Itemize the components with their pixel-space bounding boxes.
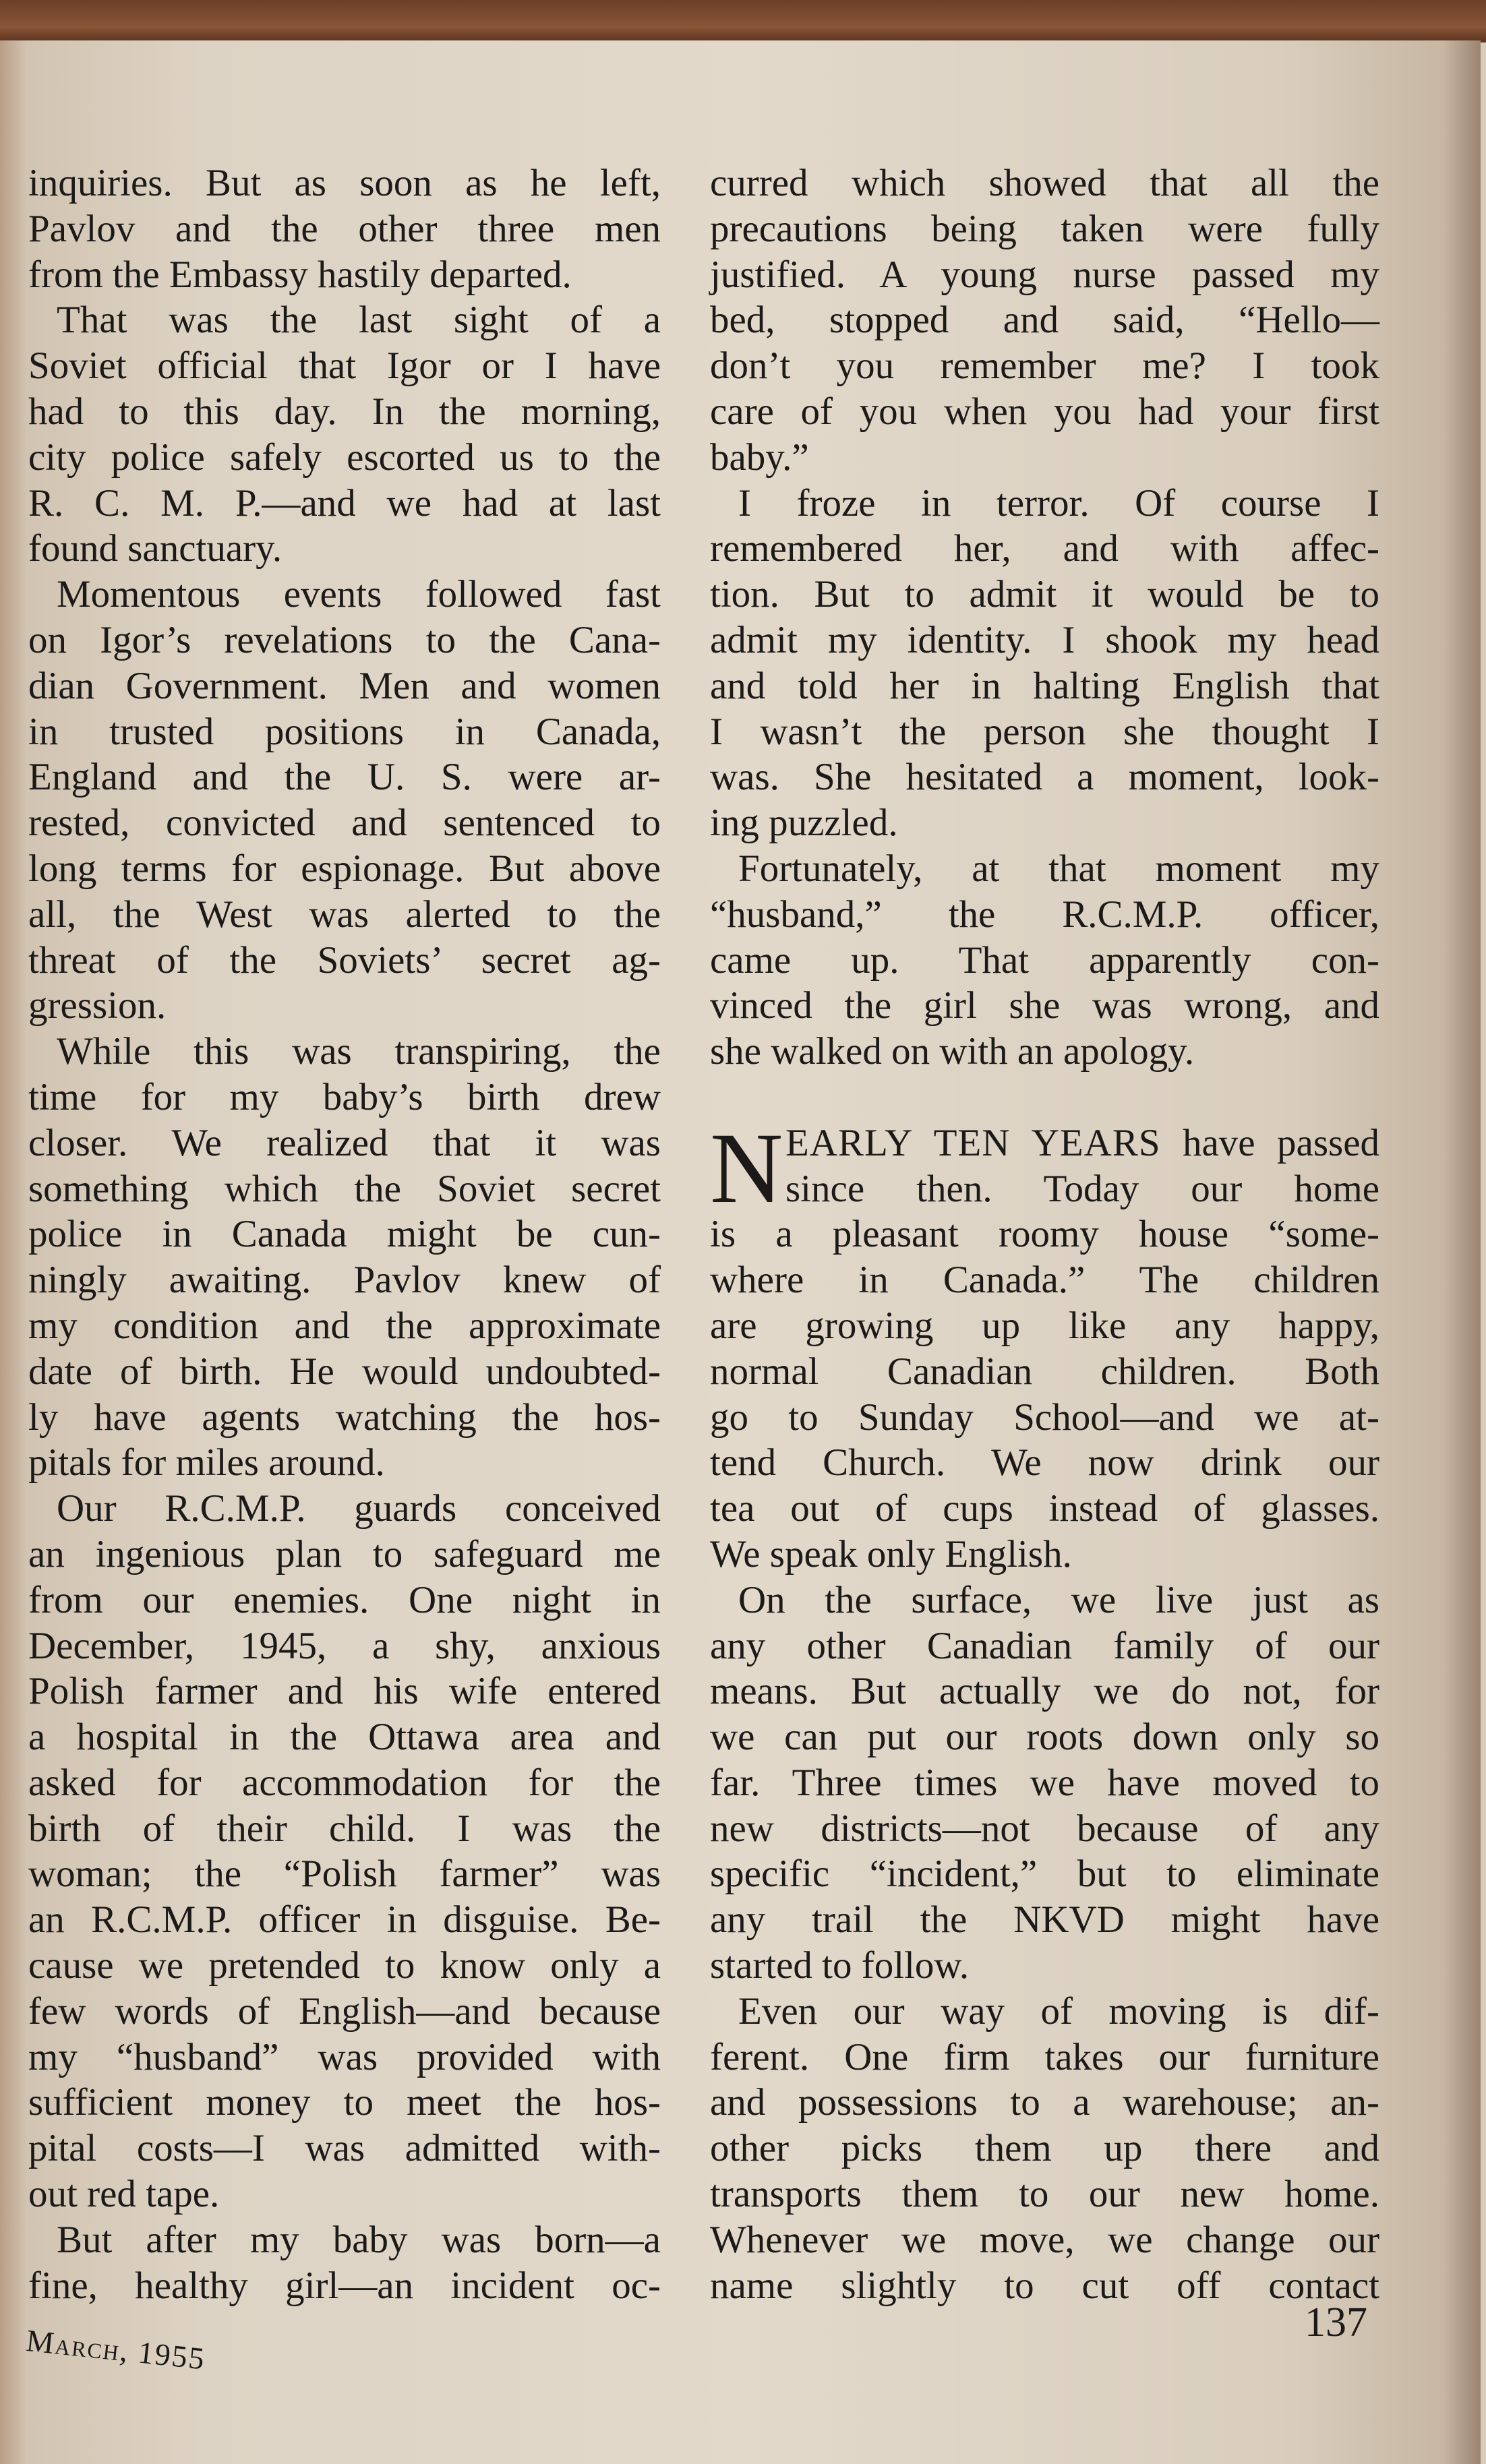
text-line: closer. We realized that it was	[28, 1121, 661, 1164]
text-line: dian Government. Men and women	[28, 664, 661, 707]
right-column	[710, 160, 1379, 2308]
text-line: pitals for miles around.	[28, 1441, 385, 1484]
text-line: long terms for espionage. But above	[28, 847, 661, 890]
text-line: tion. But to admit it would be to	[710, 573, 1379, 616]
small-caps-lead: EARLY TEN YEARS	[785, 1121, 1161, 1164]
footer-date: March, 1955	[24, 2322, 208, 2376]
text-line: any other Canadian family of our	[710, 1624, 1379, 1667]
text-line: cause we pretended to know only a	[28, 1944, 661, 1987]
text-line: admit my identity. I shook my head	[710, 618, 1379, 661]
text-line: pital costs—I was admitted with-	[28, 2127, 661, 2170]
text-line: I froze in terror. Of course I	[738, 481, 1379, 524]
text-line: is a pleasant roomy house “some-	[710, 1213, 1379, 1256]
text-line: was. She hesitated a moment, look-	[710, 756, 1379, 799]
text-line: all, the West was alerted to the	[28, 893, 661, 936]
text-line: Soviet official that Igor or I have	[28, 344, 661, 388]
magazine-page	[0, 40, 1481, 2464]
text-line: transports them to our new home.	[710, 2173, 1379, 2216]
text-line: on Igor’s revelations to the Cana-	[28, 618, 661, 661]
text-line: in trusted positions in Canada,	[28, 710, 661, 753]
text-line: On the surface, we live just as	[738, 1578, 1379, 1621]
text-line: and possessions to a warehouse; an-	[710, 2081, 1379, 2124]
text-line: far. Three times we have moved to	[710, 1761, 1379, 1804]
text-line: any trail the NKVD might have	[710, 1898, 1379, 1942]
text-line: started to follow.	[710, 1944, 970, 1987]
paragraph	[28, 2217, 661, 2309]
text-line	[710, 1120, 1379, 1166]
text-line: While this was transpiring, the	[57, 1030, 661, 1073]
text-line: remembered her, and with affec-	[710, 527, 1379, 570]
text-line: sufficient money to meet the hos-	[28, 2081, 661, 2124]
text-line: justified. A young nurse passed my	[710, 253, 1379, 296]
text-line: city police safely escorted us to the	[28, 435, 661, 479]
text-line: since then. Today our home	[785, 1167, 1379, 1210]
paragraph	[28, 1029, 661, 1486]
text-line: found sanctuary.	[28, 527, 283, 570]
text-line: she walked on with an apology.	[710, 1030, 1195, 1073]
text-line: Pavlov and the other three men	[28, 207, 661, 250]
text-line: came up. That apparently con-	[710, 938, 1379, 982]
text-line: ing puzzled.	[710, 802, 898, 845]
text-line: my “husband” was provided with	[28, 2035, 661, 2078]
paragraph	[710, 481, 1379, 846]
text-line: specific “incident,” but to eliminate	[710, 1853, 1379, 1896]
text-line: We speak only English.	[710, 1532, 1072, 1575]
text-line: Polish farmer and his wife entered	[28, 1670, 661, 1713]
text-line: fine, healthy girl—an incident oc-	[28, 2264, 661, 2307]
paragraph	[710, 846, 1379, 1075]
text-line: ly have agents watching the hos-	[28, 1395, 661, 1439]
text-line: ningly awaiting. Pavlov knew of	[28, 1259, 661, 1302]
text-line: from our enemies. One night in	[28, 1578, 661, 1621]
text-line: England and the U. S. were ar-	[28, 756, 661, 799]
text-line: bed, stopped and said, “Hello—	[710, 299, 1379, 342]
text-line: December, 1945, a shy, anxious	[28, 1624, 661, 1667]
text-line: are growing up like any happy,	[710, 1304, 1379, 1347]
text-line: other picks them up there and	[710, 2127, 1379, 2170]
text-line: woman; the “Polish farmer” was	[28, 1853, 661, 1896]
text-line: go to Sunday School—and we at-	[710, 1395, 1379, 1439]
text-line: date of birth. He would undoubted-	[28, 1350, 661, 1393]
text-line: out red tape.	[28, 2173, 220, 2216]
paragraph	[28, 160, 661, 297]
text-line: time for my baby’s birth drew	[28, 1075, 661, 1118]
text-line: an R.C.M.P. officer in disguise. Be-	[28, 1898, 661, 1942]
text-line: something which the Soviet secret	[28, 1167, 661, 1210]
text-line: Fortunately, at that moment my	[738, 847, 1379, 890]
text-line: name slightly to cut off contact	[710, 2264, 1379, 2307]
text-line: gression.	[28, 984, 167, 1027]
line-text: have passed	[1183, 1121, 1379, 1164]
text-line: we can put our roots down only so	[710, 1716, 1379, 1759]
text-line: from the Embassy hastily departed.	[28, 253, 572, 296]
text-line: baby.”	[710, 435, 809, 479]
text-line: That was the last sight of a	[57, 299, 661, 342]
text-line: Even our way of moving is dif-	[738, 1989, 1379, 2033]
paragraph	[710, 1112, 1379, 1577]
text-line: inquiries. But as soon as he left,	[28, 162, 661, 204]
text-line: Whenever we move, we change our	[710, 2218, 1379, 2261]
paragraph	[710, 1989, 1379, 2309]
text-line: threat of the Soviets’ secret ag-	[28, 938, 661, 982]
text-line: I wasn’t the person she thought I	[710, 710, 1379, 753]
text-line: “husband,” the R.C.M.P. officer,	[710, 893, 1379, 936]
text-line: tea out of cups instead of glasses.	[710, 1487, 1379, 1530]
paragraph	[710, 1577, 1379, 1989]
text-line: Our R.C.M.P. guards conceived	[57, 1487, 661, 1530]
text-line: a hospital in the Ottawa area and	[28, 1716, 661, 1759]
paragraph	[28, 297, 661, 572]
text-line: tend Church. We now drink our	[710, 1441, 1379, 1484]
text-line: asked for accommodation for the	[28, 1761, 661, 1804]
left-column	[28, 160, 661, 2308]
page-number: 137	[1305, 2300, 1367, 2345]
text-line: Momentous events followed fast	[57, 573, 661, 616]
section-break	[710, 1075, 1379, 1120]
text-line: vinced the girl she was wrong, and	[710, 984, 1379, 1027]
text-line: had to this day. In the morning,	[28, 390, 661, 433]
paragraph	[28, 572, 661, 1029]
text-line: new districts—not because of any	[710, 1807, 1379, 1850]
text-line: normal Canadian children. Both	[710, 1350, 1379, 1393]
text-line: my condition and the approximate	[28, 1304, 661, 1347]
drop-cap: N	[710, 1112, 783, 1224]
paragraph	[710, 160, 1379, 481]
text-line: birth of their child. I was the	[28, 1807, 661, 1850]
text-line: care of you when you had your first	[710, 390, 1379, 433]
paragraph	[28, 1486, 661, 2217]
text-line: where in Canada.” The children	[710, 1259, 1379, 1302]
text-line: and told her in halting English that	[710, 664, 1379, 707]
text-line: But after my baby was born—a	[57, 2218, 661, 2261]
text-line: ferent. One firm takes our furniture	[710, 2035, 1379, 2078]
text-line: police in Canada might be cun-	[28, 1213, 661, 1256]
text-line: R. C. M. P.—and we had at last	[28, 481, 661, 524]
text-line: few words of English—and because	[28, 1989, 661, 2033]
text-line: precautions being taken were fully	[710, 207, 1379, 250]
text-line: means. But actually we do not, for	[710, 1670, 1379, 1713]
text-line: an ingenious plan to safeguard me	[28, 1532, 661, 1575]
text-line: don’t you remember me? I took	[710, 344, 1379, 388]
text-line: rested, convicted and sentenced to	[28, 802, 661, 845]
text-line: curred which showed that all the	[710, 162, 1379, 204]
